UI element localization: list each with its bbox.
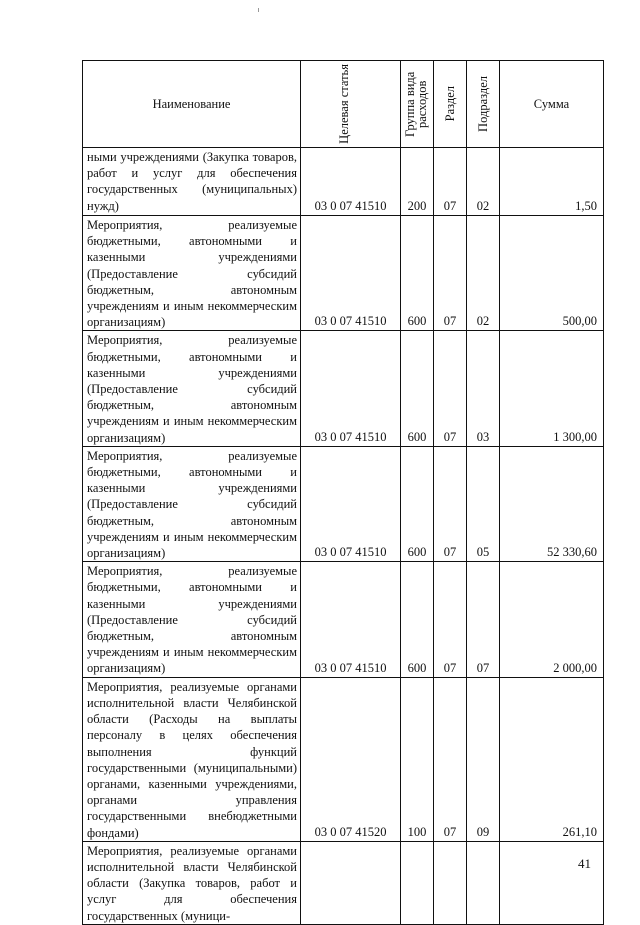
row-name: Мероприятия, реализуемые органами исполнительной власти Челябинской области (Расходы на выплаты персоналу в целях обеспечения выполнения функций государственными (муниципальными) органами, казенными учреждениями, органами управления государственными внебюджетными фондами) <box>83 677 301 841</box>
row-section: 07 <box>434 331 467 446</box>
row-subsection: 03 <box>467 331 500 446</box>
row-section: 07 <box>434 446 467 561</box>
row-sum: 1,50 <box>500 148 604 216</box>
row-name: ными учреждениями (Закупка товаров, работ и услуг для обеспечения государственных (муниципальных) нужд) <box>83 148 301 216</box>
row-name: Мероприятия, реализуемые органами исполнительной власти Челябинской области (Закупка товаров, работ и услуг для обеспечения государственных (муници- <box>83 841 301 924</box>
row-sum: 1 300,00 <box>500 331 604 446</box>
row-sum <box>500 841 604 924</box>
row-sum: 2 000,00 <box>500 562 604 677</box>
row-target: 03 0 07 41510 <box>301 562 401 677</box>
row-section: 07 <box>434 677 467 841</box>
row-target <box>301 841 401 924</box>
table-row <box>83 148 604 216</box>
row-subsection: 02 <box>467 216 500 331</box>
row-subsection: 02 <box>467 148 500 216</box>
budget-table <box>82 60 604 925</box>
header-target-article-label: Целевая статья <box>336 64 351 144</box>
row-group: 600 <box>401 446 434 561</box>
row-target: 03 0 07 41510 <box>301 148 401 216</box>
header-expense-group-label: Группа вида расходов <box>403 71 429 137</box>
row-section <box>434 841 467 924</box>
row-name: Мероприятия, реализуемые бюджетными, автономными и казенными учреждениями (Предоставление субсидий бюджетным, автономным учреждениям и иным некоммерческим организациям) <box>83 446 301 561</box>
row-sum: 261,10 <box>500 677 604 841</box>
table-row <box>83 216 604 331</box>
row-subsection <box>467 841 500 924</box>
row-name: Мероприятия, реализуемые бюджетными, автономными и казенными учреждениями (Предоставление субсидий бюджетным, автономным учреждениям и иным некоммерческим организациям) <box>83 562 301 677</box>
header-subsection <box>467 61 500 148</box>
page-number: 41 <box>578 856 591 871</box>
row-section: 07 <box>434 148 467 216</box>
row-group: 600 <box>401 216 434 331</box>
row-target: 03 0 07 41510 <box>301 331 401 446</box>
header-section-label: Раздел <box>443 86 457 122</box>
row-name: Мероприятия, реализуемые бюджетными, автономными и казенными учреждениями (Предоставление субсидий бюджетным, автономным учреждениям и иным некоммерческим организациям) <box>83 216 301 331</box>
header-sum-label: Сумма <box>533 96 570 111</box>
table-row <box>83 331 604 446</box>
row-section: 07 <box>434 562 467 677</box>
row-group <box>401 841 434 924</box>
header-target-article <box>301 61 401 148</box>
row-section: 07 <box>434 216 467 331</box>
row-target: 03 0 07 41510 <box>301 216 401 331</box>
table-header <box>83 61 604 148</box>
row-group: 100 <box>401 677 434 841</box>
row-target: 03 0 07 41520 <box>301 677 401 841</box>
row-subsection: 09 <box>467 677 500 841</box>
row-sum: 500,00 <box>500 216 604 331</box>
header-section <box>434 61 467 148</box>
table-row <box>83 446 604 561</box>
row-group: 600 <box>401 562 434 677</box>
header-expense-group <box>401 61 434 148</box>
header-subsection-label: Подраздел <box>476 76 490 132</box>
row-subsection: 05 <box>467 446 500 561</box>
row-group: 600 <box>401 331 434 446</box>
header-sum <box>500 61 604 148</box>
row-target: 03 0 07 41510 <box>301 446 401 561</box>
row-name: Мероприятия, реализуемые бюджетными, автономными и казенными учреждениями (Предоставление субсидий бюджетным, автономным учреждениям и иным некоммерческим организациям) <box>83 331 301 446</box>
table-row <box>83 841 604 924</box>
row-subsection: 07 <box>467 562 500 677</box>
scan-mark <box>258 8 259 12</box>
row-sum: 52 330,60 <box>500 446 604 561</box>
row-group: 200 <box>401 148 434 216</box>
header-name-label: Наименование <box>152 96 231 111</box>
table-row <box>83 677 604 841</box>
header-name <box>83 61 301 148</box>
table-row <box>83 562 604 677</box>
